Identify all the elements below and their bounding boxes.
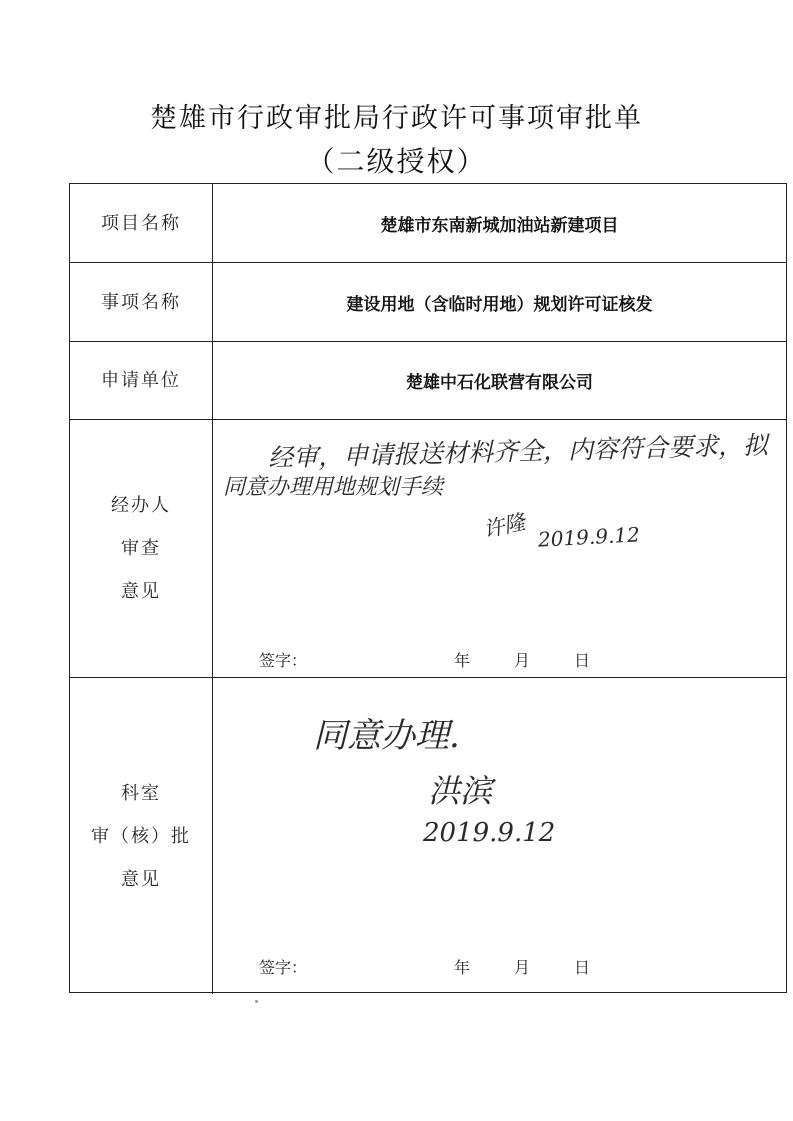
handler-signature-date: 2019.9.12 bbox=[537, 522, 641, 552]
handler-review-label-line: 经办人 bbox=[111, 495, 171, 516]
handler-review-label-line: 意见 bbox=[121, 581, 161, 602]
item-name-row bbox=[70, 263, 786, 342]
document-subtitle: （二级授权） bbox=[306, 145, 487, 178]
handler-signature: 许隆 bbox=[481, 509, 528, 543]
section-review-row bbox=[70, 678, 786, 994]
section-day-label: 日 bbox=[574, 958, 591, 977]
section-signature-date: 2019.9.12 bbox=[423, 818, 556, 848]
handler-day-label: 日 bbox=[574, 651, 591, 670]
section-signature: 洪滨 bbox=[428, 772, 493, 810]
handler-month-label: 月 bbox=[514, 651, 531, 670]
handler-review-label bbox=[70, 420, 213, 677]
handler-year-label: 年 bbox=[454, 651, 471, 670]
handler-review-row bbox=[70, 420, 786, 678]
project-name-label: 项目名称 bbox=[70, 184, 213, 262]
section-review-label-line: 意见 bbox=[121, 868, 161, 890]
approval-form-table bbox=[69, 183, 787, 993]
section-review-label-line: 审（核）批 bbox=[91, 825, 191, 847]
handler-handwritten-line2: 同意办理用地规划手续 bbox=[223, 475, 444, 500]
section-year-label: 年 bbox=[454, 958, 471, 977]
item-name-label: 事项名称 bbox=[70, 263, 213, 341]
handler-handwritten-line1: 经审，申请报送材料齐全，内容符合要求，拟 bbox=[267, 430, 769, 473]
applicant-row bbox=[70, 342, 786, 420]
project-name-row bbox=[70, 184, 786, 263]
document-title: 楚雄市行政审批局行政许可事项审批单 bbox=[150, 103, 643, 134]
section-review-opinion bbox=[213, 678, 786, 994]
project-name-value: 楚雄市东南新城加油站新建项目 bbox=[380, 215, 619, 236]
section-sign-label: 签字： bbox=[259, 958, 308, 977]
item-name-value: 建设用地（含临时用地）规划许可证核发 bbox=[346, 294, 653, 315]
handler-review-label-line: 审查 bbox=[121, 538, 161, 559]
scan-dot bbox=[255, 1000, 258, 1003]
applicant-value: 楚雄中石化联营有限公司 bbox=[406, 373, 593, 393]
section-month-label: 月 bbox=[514, 958, 531, 977]
handler-sign-label: 签字： bbox=[259, 651, 308, 670]
section-handwritten-opinion: 同意办理. bbox=[313, 716, 460, 756]
section-review-label bbox=[70, 678, 213, 994]
applicant-label: 申请单位 bbox=[70, 342, 213, 419]
section-review-label-line: 科室 bbox=[121, 782, 161, 804]
handler-review-opinion bbox=[213, 420, 786, 677]
